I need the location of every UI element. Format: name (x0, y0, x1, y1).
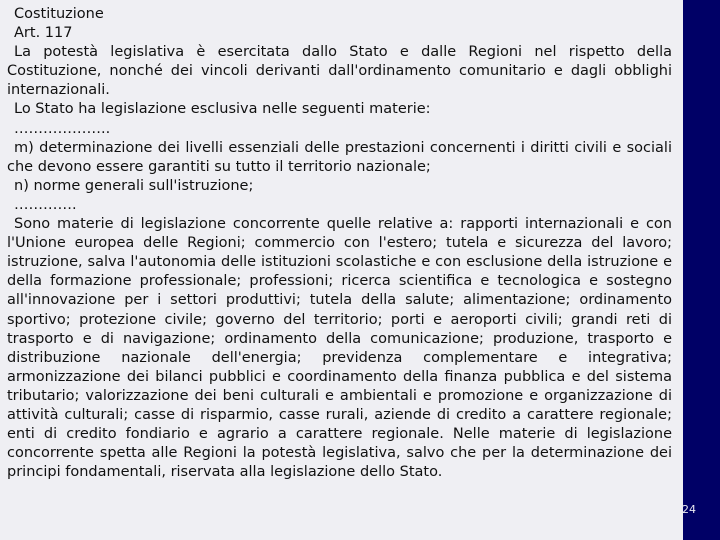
paragraph-concurrent-legislation: Sono materie di legislazione concorrente quelle relative a: rapporti internazionali e con l'Unione europea delle Regioni; commercio con l'estero; tutela e sicurezza del lavoro; istruzione, salva l'autonomia delle istituzioni scolastiche e con esclusione della istruzione e della formazione professionale; professioni; ricerca scientifica e tecnologica e sostegno all'innovazione per i settori produttivi; tutela della salute; alimentazione; ordinamento sportivo; protezione civile; governo del territorio; porti e aeroporti civili; grandi reti di trasporto e di navigazione; ordinamento della comunicazione; produzione, trasporto e distribuzione nazionale dell'energia; previdenza complementare e integrativa; armonizzazione dei bilanci pubblici e coordinamento della finanza pubblica e del sistema tributario; valorizzazione dei beni culturali e ambientali e promozione e organizzazione di attività culturali; casse di risparmio, casse rurali, aziende di credito a carattere regionale; enti di credito fondiario e agrario a carattere regionale. Nelle materie di legislazione concorrente spetta alle Regioni la potestà legislativa, salvo che per la determinazione dei principi fondamentali, riservata alla legislazione dello Stato. (7, 216, 672, 481)
heading: Costituzione (14, 6, 104, 22)
article-number: Art. 117 (14, 25, 73, 42)
paragraph-exclusive-legislation: Lo Stato ha legislazione esclusiva nelle seguenti materie: (14, 101, 431, 118)
ellipsis-line: …………. (14, 196, 77, 213)
side-bar (683, 0, 720, 540)
page-number: 24 (682, 503, 696, 516)
paragraph-item-m: m) determinazione dei livelli essenziali delle prestazioni concernenti i diritti civili e sociali che devono essere garantiti su tutto il territorio nazionale; (7, 139, 672, 175)
text-block (7, 5, 672, 482)
paragraph-item-n: n) norme generali sull'istruzione; (14, 177, 254, 194)
ellipsis-line: ……………….. (14, 120, 111, 137)
paragraph-legislative-power: La potestà legislativa è esercitata dallo Stato e dalle Regioni nel rispetto della Costituzione, nonché dei vincoli derivanti dall'ordinamento comunitario e dagli obblighi internazionali. (7, 44, 672, 99)
